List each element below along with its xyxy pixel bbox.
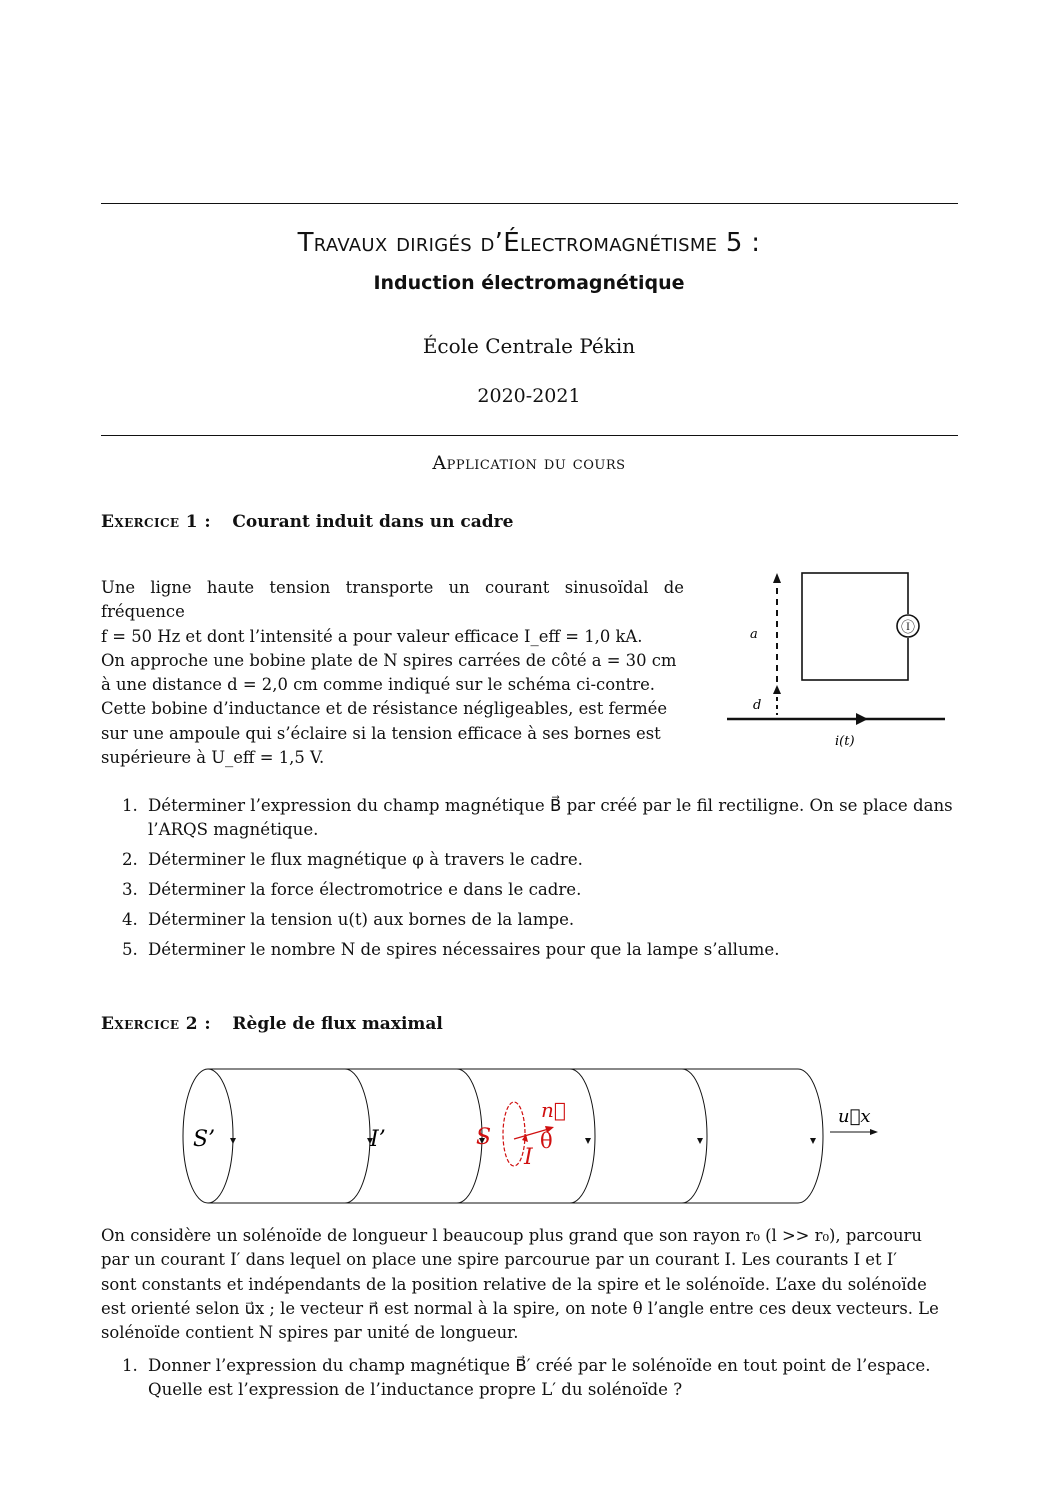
label-a: a bbox=[750, 627, 758, 642]
exercise2-statement bbox=[101, 1224, 958, 1345]
question-text: Déterminer l’expression du champ magnétique B⃗ par créé par le fil rectiligne. On se place dans l’ARQS magnétique. bbox=[148, 796, 953, 839]
academic-year: 2020-2021 bbox=[477, 385, 581, 407]
label-d: d bbox=[753, 698, 762, 713]
statement-line: est orienté selon u⃗x ; le vecteur n⃗ est normal à la spire, on note θ l’angle entre ces deux vecteurs. Le bbox=[101, 1298, 939, 1318]
exercise2-heading bbox=[101, 1014, 443, 1034]
page-title: Travaux dirigés d’Électromagnétisme 5 : bbox=[297, 228, 761, 258]
exercise1-title: Courant induit dans un cadre bbox=[232, 512, 514, 532]
loop-spire bbox=[503, 1102, 525, 1166]
coil-frame bbox=[802, 573, 908, 680]
label-s-prime: S’ bbox=[193, 1127, 216, 1152]
question-number: 1. bbox=[122, 1356, 138, 1375]
label-s: S bbox=[476, 1125, 492, 1150]
question-item bbox=[101, 908, 958, 932]
solenoid-turn bbox=[570, 1069, 595, 1203]
exercise2-questions bbox=[101, 1354, 958, 1408]
label-i: I bbox=[524, 1145, 533, 1170]
label-ux: u⃗x bbox=[838, 1106, 871, 1127]
current-arrow-icon bbox=[810, 1138, 816, 1144]
question-number: 4. bbox=[122, 910, 138, 929]
question-item bbox=[101, 938, 958, 962]
current-arrow-icon bbox=[585, 1138, 591, 1144]
question-text: Déterminer la tension u(t) aux bornes de la lampe. bbox=[148, 910, 575, 929]
statement-line: à une distance d = 2,0 cm comme indiqué sur le schéma ci-contre. bbox=[101, 675, 655, 695]
exercise1-label: Exercice 1 : bbox=[101, 512, 211, 532]
statement-line: Une ligne haute tension transporte un courant sinusoïdal de fréquence bbox=[101, 578, 684, 622]
statement-line: Cette bobine d’inductance et de résistance négligeables, est fermée bbox=[101, 699, 668, 719]
statement-line: f = 50 Hz et dont l’intensité a pour valeur efficace I_eff = 1,0 kA. bbox=[101, 626, 643, 646]
solenoid-turn bbox=[345, 1069, 370, 1203]
axis-arrow-icon bbox=[870, 1129, 878, 1135]
section-heading: Application du cours bbox=[432, 452, 626, 474]
question-number: 3. bbox=[122, 880, 138, 899]
exercise2-figure bbox=[170, 1060, 890, 1210]
question-item bbox=[101, 1354, 958, 1402]
statement-line: sont constants et indépendants de la position relative de la spire et le solénoïde. L’axe du solénoïde bbox=[101, 1274, 927, 1294]
question-item bbox=[101, 878, 958, 902]
solenoid-back-face bbox=[798, 1069, 823, 1203]
question-text: Déterminer la force électromotrice e dans le cadre. bbox=[148, 880, 582, 899]
current-arrow-icon bbox=[856, 713, 868, 725]
label-n: n⃗ bbox=[541, 1098, 566, 1122]
page-subtitle: Induction électromagnétique bbox=[373, 272, 685, 294]
exercise1-statement bbox=[101, 576, 684, 770]
arrow-up-icon bbox=[773, 685, 781, 694]
exercise2-label: Exercice 2 : bbox=[101, 1014, 211, 1034]
current-arrow-icon bbox=[230, 1138, 236, 1144]
school-name: École Centrale Pékin bbox=[422, 334, 636, 358]
bottom-rule bbox=[101, 435, 958, 436]
statement-line: par un courant I′ dans lequel on place une spire parcourue par un courant I. Les courants I et I′ bbox=[101, 1250, 897, 1270]
statement-line: On considère un solénoïde de longueur l beaucoup plus grand que son rayon r₀ (l >> r₀), parcouru bbox=[101, 1226, 922, 1245]
label-current: i(t) bbox=[835, 734, 855, 749]
statement-line: solénoïde contient N spires par unité de longueur. bbox=[101, 1323, 519, 1343]
question-text: Déterminer le flux magnétique φ à travers le cadre. bbox=[148, 850, 583, 869]
exercise1-questions bbox=[101, 794, 958, 968]
arrow-up-icon bbox=[773, 573, 781, 583]
current-arrow-icon bbox=[697, 1138, 703, 1144]
statement-line: On approche une bobine plate de N spires carrées de côté a = 30 cm bbox=[101, 650, 677, 670]
question-number: 1. bbox=[122, 796, 138, 815]
question-text: Déterminer le nombre N de spires nécessaires pour que la lampe s’allume. bbox=[148, 940, 780, 959]
question-item bbox=[101, 848, 958, 872]
question-text: Donner l’expression du champ magnétique B⃗′ créé par le solénoïde en tout point de l’espace. Quelle est l’expression de l’inductance propre L′ du solénoïde ? bbox=[148, 1356, 931, 1399]
solenoid-turn bbox=[682, 1069, 707, 1203]
exercise2-title: Règle de flux maximal bbox=[232, 1014, 443, 1034]
question-number: 5. bbox=[122, 940, 138, 959]
statement-line: sur une ampoule qui s’éclaire si la tension efficace à ses bornes est bbox=[101, 723, 661, 743]
statement-line: supérieure à U_eff = 1,5 V. bbox=[101, 748, 325, 768]
exercise1-figure bbox=[720, 565, 950, 755]
label-i-prime: I’ bbox=[370, 1127, 386, 1152]
label-theta: θ bbox=[540, 1129, 553, 1153]
question-item bbox=[101, 794, 958, 842]
exercise1-heading bbox=[101, 512, 513, 532]
lamp-symbol: Ⓘ bbox=[901, 620, 915, 636]
top-rule bbox=[101, 203, 958, 204]
question-number: 2. bbox=[122, 850, 138, 869]
